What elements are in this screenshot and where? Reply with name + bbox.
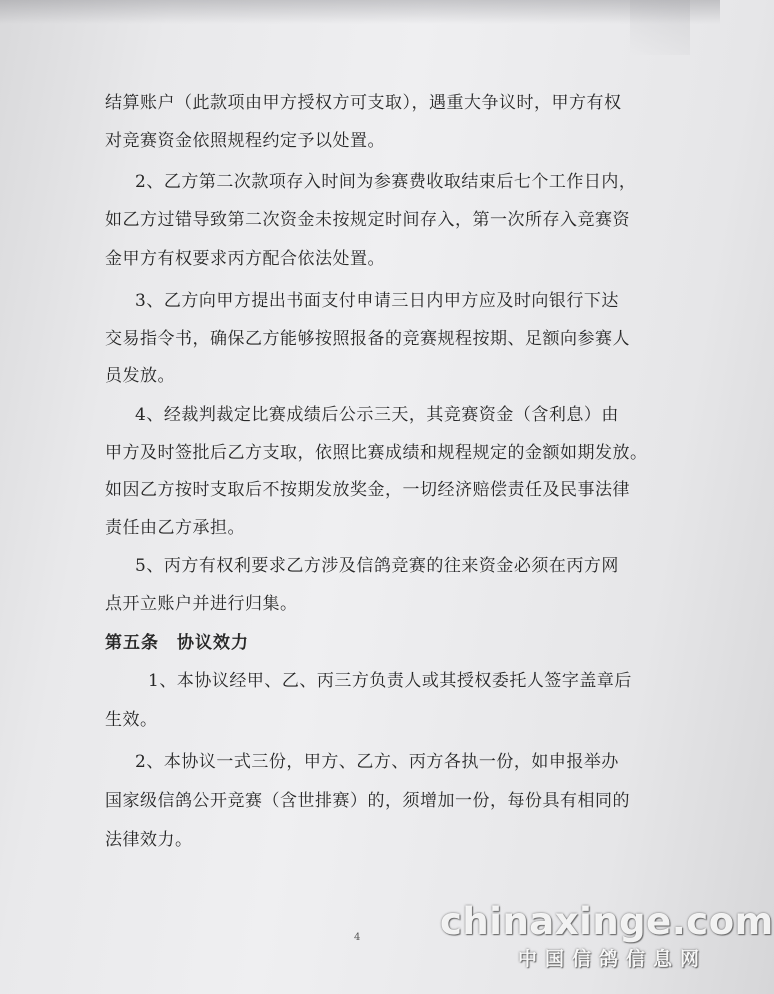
- text-line-20: 法律效力。: [105, 830, 193, 850]
- page-top-shadow: [0, 0, 720, 24]
- watermark-name: 中国信鸽信息网: [518, 948, 708, 970]
- paper-fold: [630, 0, 690, 55]
- page-number: 4: [354, 932, 361, 943]
- text-line-5: 金甲方有权要求丙方配合依法处置。: [105, 249, 385, 269]
- text-line-17: 生效。: [105, 710, 158, 730]
- text-line-13: 5、丙方有权利要求乙方涉及信鸽竞赛的往来资金必须在丙方网: [135, 556, 619, 576]
- text-line-7: 交易指令书，确保乙方能够按照报备的竞赛规程按期、足额向参赛人: [105, 329, 630, 349]
- text-line-2: 对竞赛资金依照规程约定予以处置。: [105, 131, 385, 151]
- text-line-16: 1、本协议经甲、乙、丙三方负责人或其授权委托人签字盖章后: [148, 671, 632, 691]
- text-line-8: 员发放。: [105, 366, 175, 386]
- text-line-6: 3、乙方向甲方提出书面支付申请三日内甲方应及时向银行下达: [135, 291, 619, 311]
- text-line-1: 结算账户（此款项由甲方授权方可支取），遇重大争议时，甲方有权: [105, 93, 622, 113]
- watermark-site: chinaxinge.com: [440, 900, 774, 943]
- text-line-9: 4、经裁判裁定比赛成绩后公示三天，其竞赛资金（含利息）由: [135, 405, 619, 425]
- text-line-14: 点开立账户并进行归集。: [105, 594, 298, 614]
- text-line-11: 如因乙方按时支取后不按期发放奖金，一切经济赔偿责任及民事法律: [105, 480, 630, 500]
- section-heading: 第五条 协议效力: [105, 633, 249, 653]
- text-line-10: 甲方及时签批后乙方支取，依照比赛成绩和规程规定的金额如期发放。: [105, 443, 648, 463]
- text-line-19: 国家级信鸽公开竞赛（含世排赛）的，须增加一份，每份具有相同的: [105, 791, 630, 811]
- text-line-3: 2、乙方第二次款项存入时间为参赛费收取结束后七个工作日内，: [135, 172, 637, 192]
- text-line-4: 如乙方过错导致第二次资金未按规定时间存入，第一次所存入竞赛资: [105, 210, 630, 230]
- text-line-18: 2、本协议一式三份，甲方、乙方、丙方各执一份，如申报举办: [135, 752, 619, 772]
- text-line-12: 责任由乙方承担。: [105, 518, 245, 538]
